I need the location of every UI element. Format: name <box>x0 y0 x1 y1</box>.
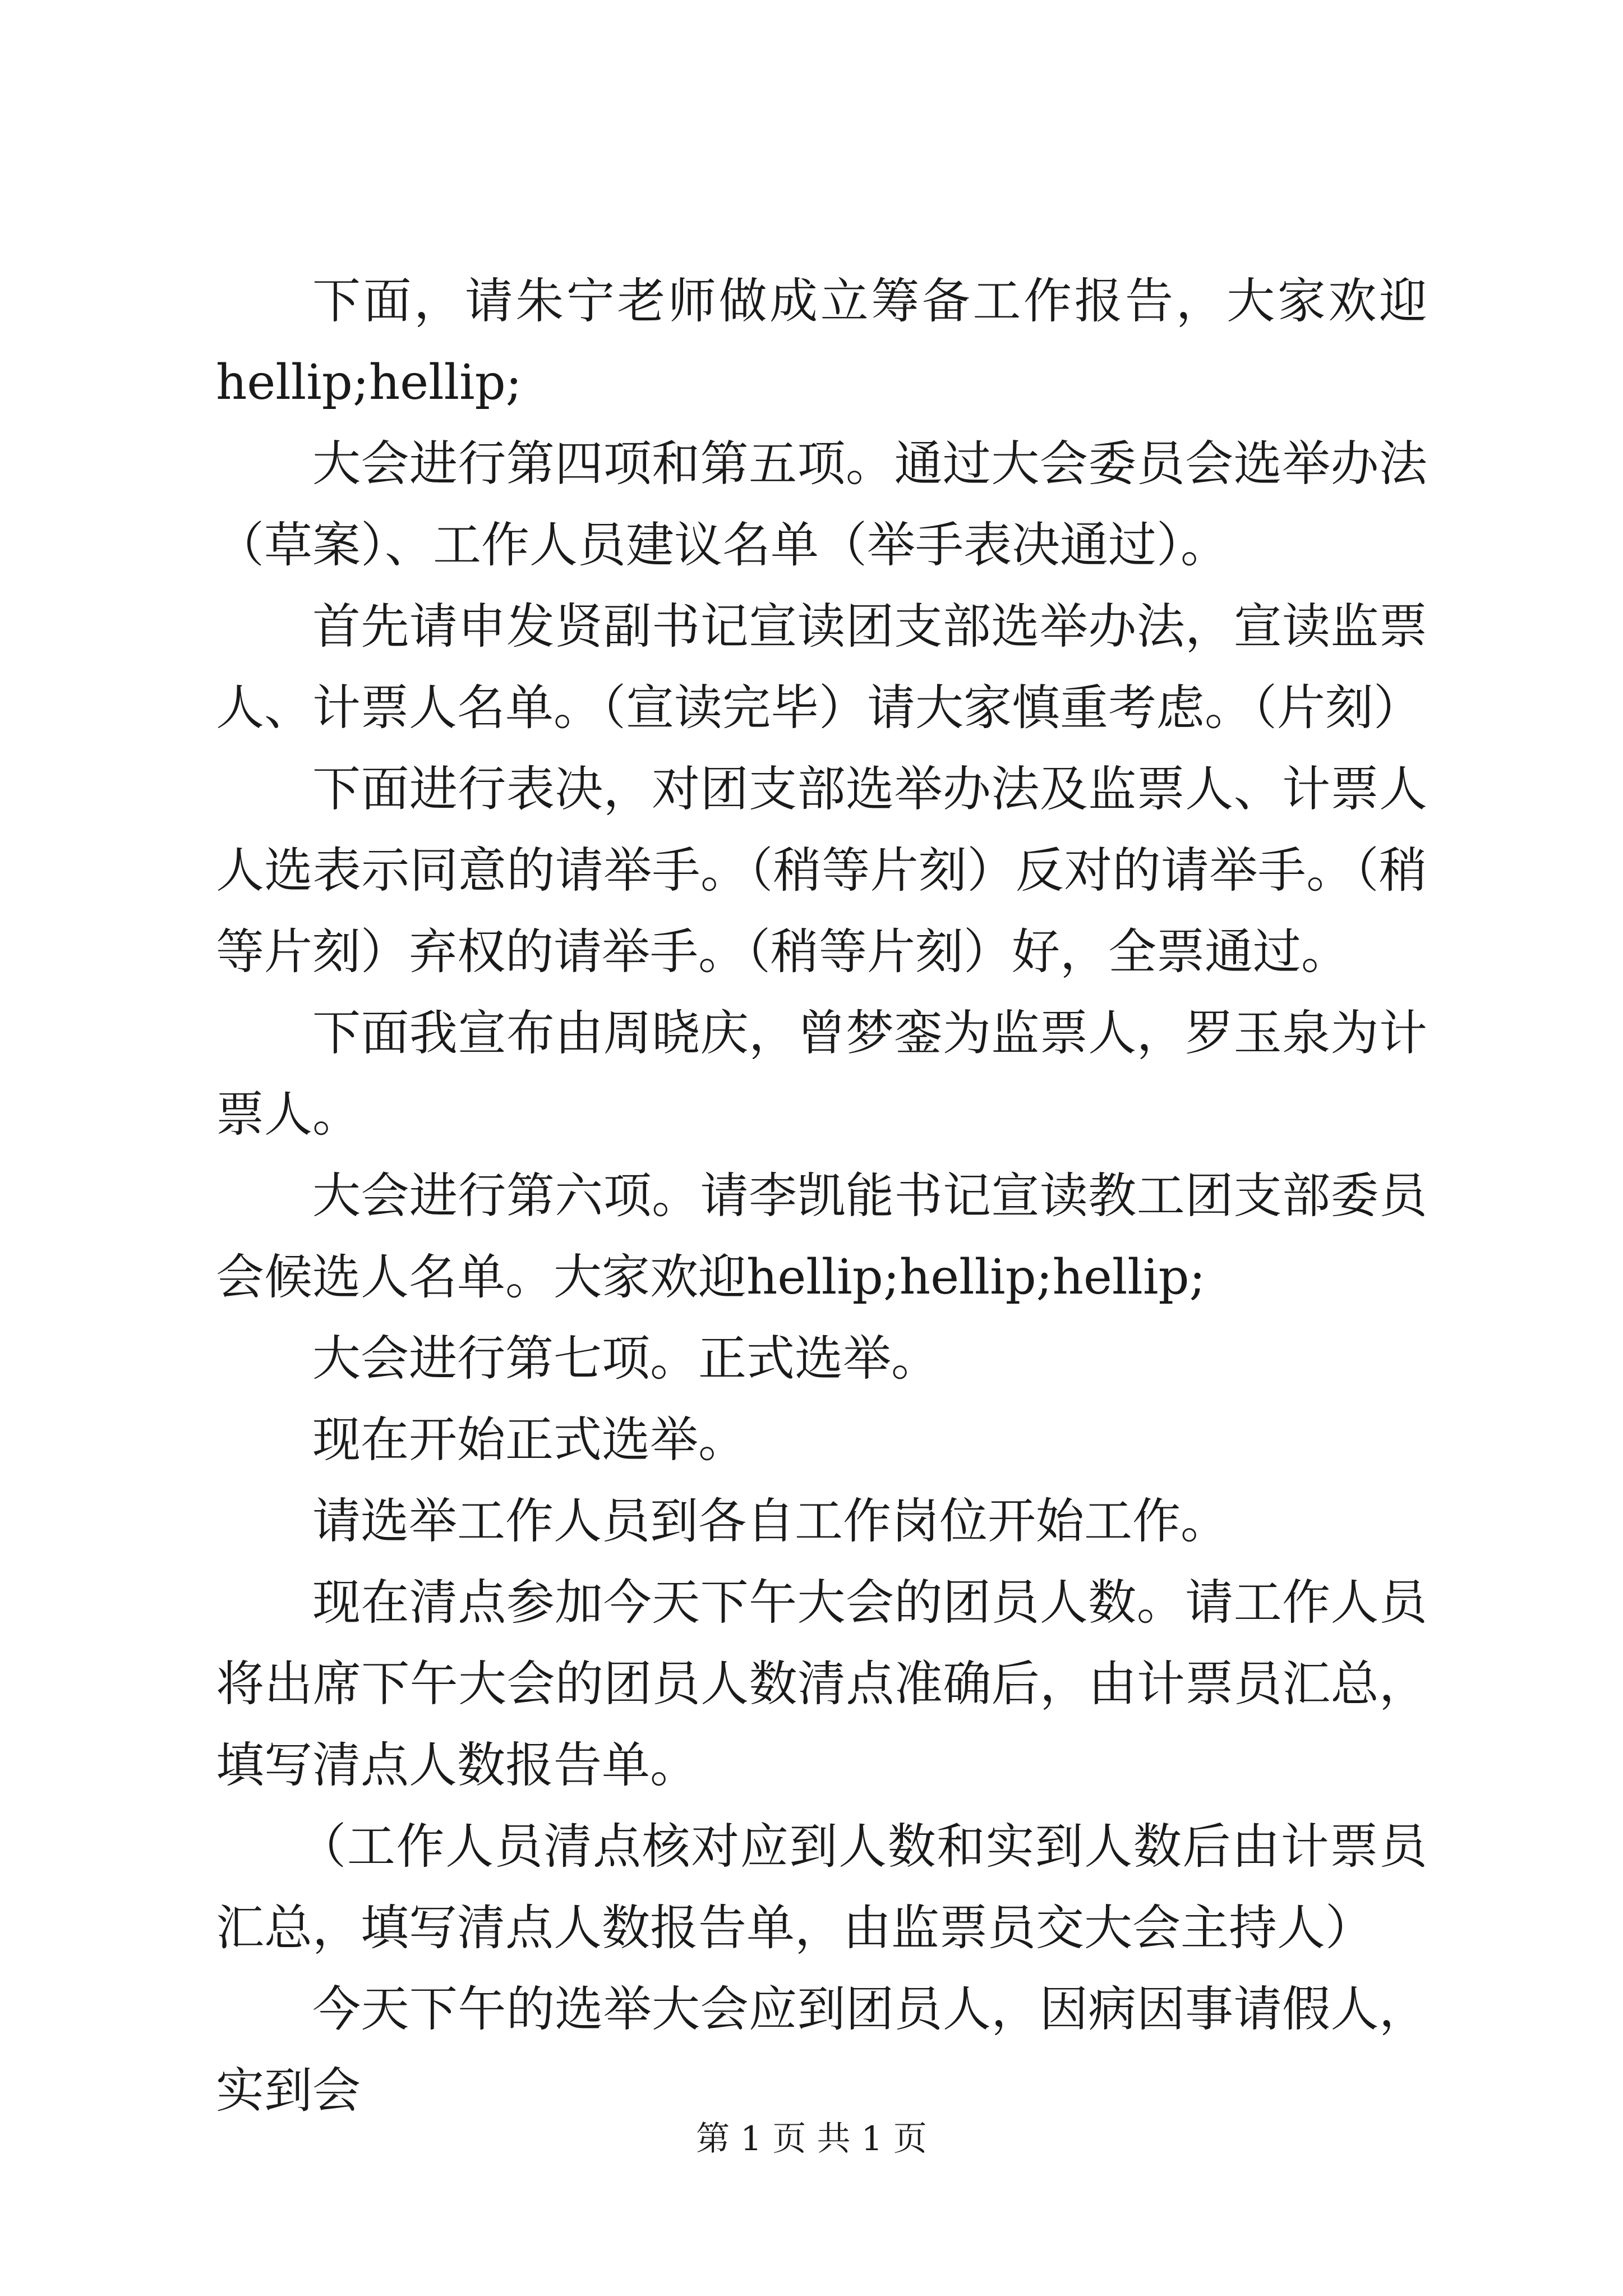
document-body <box>216 261 1427 2132</box>
paragraph: 今天下午的选举大会应到团员人，因病因事请假人，实到会 <box>216 1981 1427 2119</box>
paragraph: 下面，请朱宁老师做成立筹备工作报告，大家欢迎hellip;hellip; <box>216 273 1427 411</box>
paragraph: （工作人员清点核对应到人数和实到人数后由计票员汇总，填写清点人数报告单，由监票员交大会主持人） <box>216 1819 1427 1956</box>
paragraph: 大会进行第四项和第五项。通过大会委员会选举办法（草案）、工作人员建议名单（举手表决通过）。 <box>216 436 1427 573</box>
paragraph: 请选举工作人员到各自工作岗位开始工作。 <box>312 1493 1229 1549</box>
paragraph: 现在开始正式选举。 <box>312 1412 746 1468</box>
paragraph: 首先请申发贤副书记宣读团支部选举办法，宣读监票人、计票人名单。（宣读完毕）请大家慎重考虑。（片刻） <box>216 599 1427 736</box>
paragraph: 下面我宣布由周晓庆，曾梦銮为监票人，罗玉泉为计票人。 <box>216 1005 1427 1143</box>
page-footer: 第 1 页 共 1 页 <box>696 2119 927 2159</box>
paragraph: 大会进行第七项。正式选举。 <box>312 1331 939 1387</box>
paragraph: 现在清点参加今天下午大会的团员人数。请工作人员将出席下午大会的团员人数清点准确后，由计票员汇总，填写清点人数报告单。 <box>216 1575 1427 1793</box>
paragraph: 大会进行第六项。请李凯能书记宣读教工团支部委员会候选人名单。大家欢迎hellip;hellip;hellip; <box>216 1168 1427 1305</box>
paragraph: 下面进行表决，对团支部选举办法及监票人、计票人人选表示同意的请举手。（稍等片刻）反对的请举手。（稍等片刻）弃权的请举手。（稍等片刻）好，全票通过。 <box>216 761 1427 980</box>
